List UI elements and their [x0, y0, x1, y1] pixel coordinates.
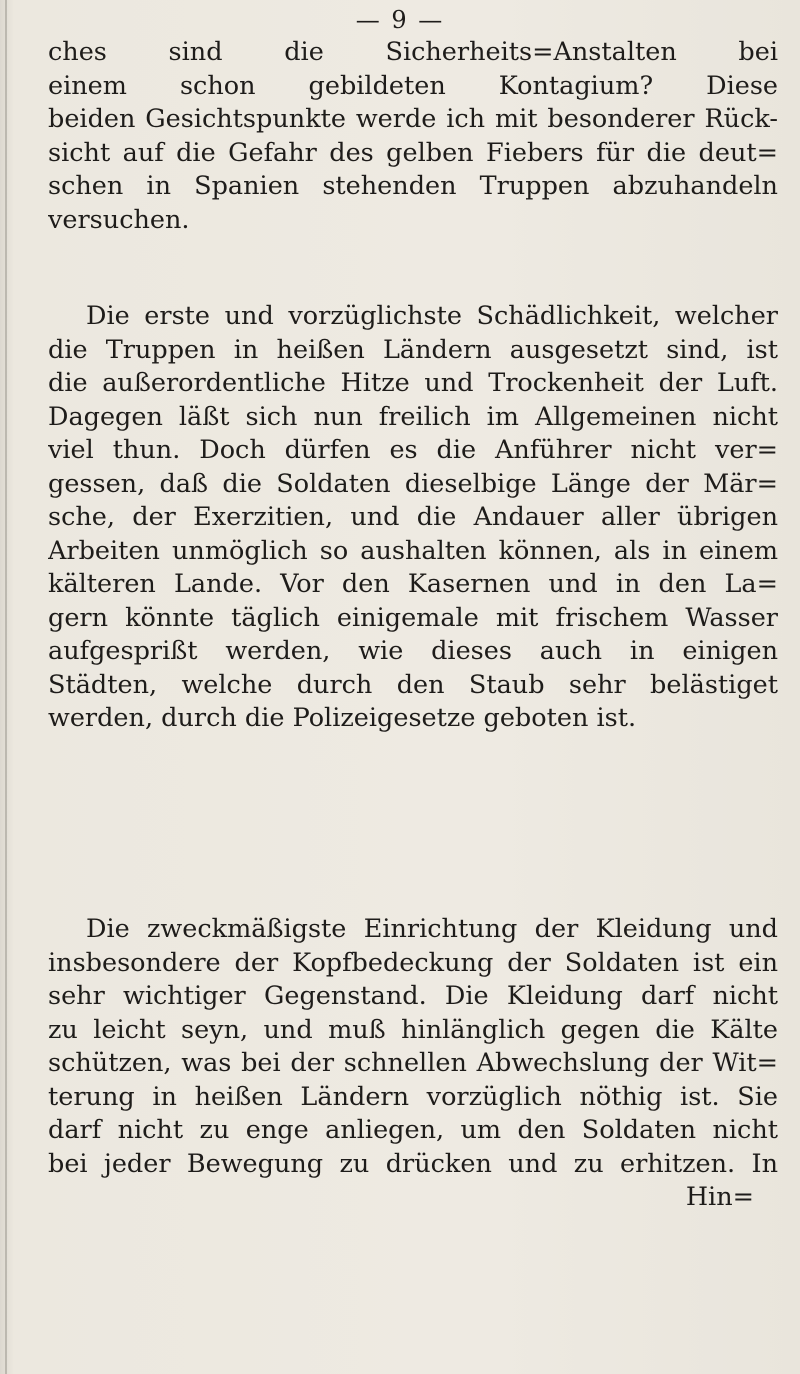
text-line: viel thun. Doch dürfen es die Anführer nicht ver= — [48, 435, 778, 465]
text-line: Die zweckmäßigste Einrichtung der Kleidung und — [86, 914, 778, 944]
catchword: Hin= — [685, 1182, 754, 1212]
text-line: die Truppen in heißen Ländern ausgesetzt sind, ist — [48, 334, 778, 365]
text-line: sicht auf die Gefahr des gelben Fiebers für die deut= — [48, 137, 778, 168]
text-line: bei jeder Bewegung zu drücken und zu erhitzen. In — [48, 1148, 778, 1179]
text-line: terung in heißen Ländern vorzüglich nöthig ist. Sie — [48, 1081, 778, 1112]
text-line: werden, durch die Polizeigesetze geboten ist. — [48, 703, 637, 733]
paragraph-1 — [48, 36, 778, 237]
text-line: einem schon gebildeten Kontagium? Diese — [48, 70, 778, 101]
paragraph-2 — [48, 300, 778, 736]
text-line: Städten, welche durch den Staub sehr belästiget — [48, 669, 778, 700]
text-line: insbesondere der Kopfbedeckung der Soldaten ist ein — [48, 947, 778, 978]
text-line: gessen, daß die Soldaten dieselbige Länge der Mär= — [48, 468, 778, 499]
page-gutter-edge — [5, 0, 7, 1374]
text-line: sehr wichtiger Gegenstand. Die Kleidung darf nicht — [48, 981, 778, 1011]
text-line: kälteren Lande. Vor den Kasernen und in den La= — [48, 569, 778, 599]
text-line: sche, der Exerzitien, und die Andauer aller übrigen — [48, 502, 778, 532]
text-line: aufgesprißt werden, wie dieses auch in einigen — [48, 636, 778, 666]
text-line: versuchen. — [48, 204, 190, 235]
text-line: schützen, was bei der schnellen Abwechslung der Wit= — [48, 1048, 778, 1078]
text-line: darf nicht zu enge anliegen, um den Soldaten nicht — [48, 1115, 778, 1145]
text-line: schen in Spanien stehenden Truppen abzuhandeln — [48, 171, 778, 201]
text-line: gern könnte täglich einigemale mit frischem Wasser — [48, 602, 778, 633]
page-number: — 9 — — [355, 6, 445, 34]
paragraph-3 — [48, 913, 778, 1215]
text-line: die außerordentliche Hitze und Trockenheit der Luft. — [48, 368, 778, 398]
text-line: Arbeiten unmöglich so aushalten können, als in einem — [48, 535, 778, 566]
text-line: ches sind die Sicherheits=Anstalten bei — [48, 37, 778, 67]
text-line: beiden Gesichtspunkte werde ich mit besonderer Rück- — [48, 104, 778, 134]
text-line: Dagegen läßt sich nun freilich im Allgemeinen nicht — [48, 401, 778, 432]
text-line: zu leicht seyn, und muß hinlänglich gegen die Kälte — [48, 1014, 778, 1045]
text-line: Die erste und vorzüglichste Schädlichkeit, welcher — [86, 301, 778, 331]
